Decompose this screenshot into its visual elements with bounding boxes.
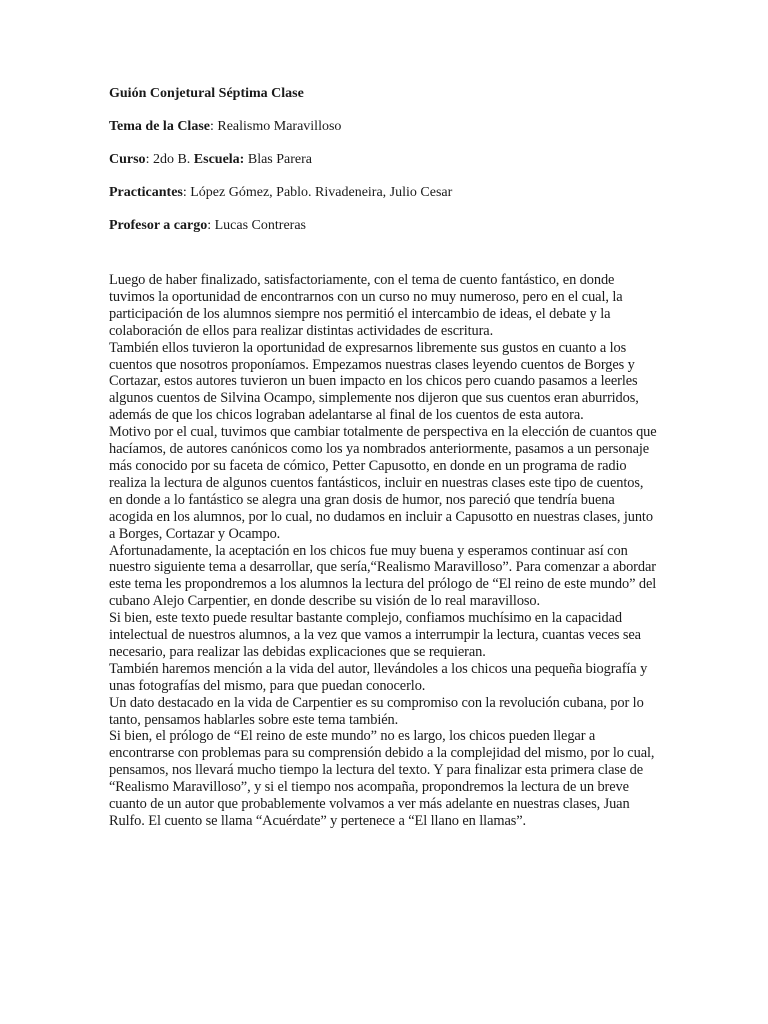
profesor-label: Profesor a cargo xyxy=(109,218,208,233)
body-paragraph: Si bien, este texto puede resultar bastante complejo, confiamos muchísimo en la capacidad intelectual de nuestros alumnos, a la vez que vamos a interrumpir la lectura, cuantas veces sea necesario, para realizar las debidas explicaciones que se requieran. xyxy=(109,610,641,660)
body-paragraph: También haremos mención a la vida del autor, llevándoles a los chicos una pequeña biografía y unas fotografías del mismo, para que puedan conocerlo. xyxy=(109,660,648,694)
profesor-line xyxy=(109,218,659,234)
tema-label: Tema de la Clase xyxy=(109,119,210,134)
body-paragraph: Motivo por el cual, tuvimos que cambiar totalmente de perspectiva en la elección de cuantos que hacíamos, de autores canónicos como los ya nombrados anteriormente, pasamos a un personaje más conocido por su faceta de cómico, Petter Capusotto, en donde en un programa de radio realiza la lectura de algunos cuentos fantásticos, incluir en nuestras clases este tipo de cuentos, en donde a lo fantástico se alegra una gran dosis de humor, nos pareció que tendría buena acogida en los alumnos, por lo cual, no dudamos en incluir a Capusotto en nuestras clases, junto a Borges, Cortazar y Ocampo. xyxy=(109,424,657,542)
tema-line xyxy=(109,119,659,135)
document-body xyxy=(109,272,659,830)
practicantes-label: Practicantes xyxy=(109,185,183,200)
practicantes-value: : López Gómez, Pablo. Rivadeneira, Julio Cesar xyxy=(182,185,453,200)
profesor-value: : Lucas Contreras xyxy=(207,218,306,233)
body-paragraph: También ellos tuvieron la oportunidad de expresarnos libremente sus gustos en cuanto a los cuentos que nosotros proponíamos. Empezamos nuestras clases leyendo cuentos de Borges y Cortazar, estos autores tuvieron un buen impacto en los chicos pero cuando pasamos a leerles algunos cuentos de Silvina Ocampo, simplemente nos dijeron que sus cuentos eran aburridos, además de que los chicos lograban adelantarse al final de los cuentos de esta autora. xyxy=(109,339,639,424)
curso-label: Curso xyxy=(109,152,146,167)
curso-line xyxy=(109,152,659,168)
body-paragraph: Luego de haber finalizado, satisfactoriamente, con el tema de cuento fantástico, en donde tuvimos la oportunidad de encontrarnos con un curso no muy numeroso, pero en el cual, la participación de los alumnos siempre nos permitió el intercambio de ideas, el debate y la colaboración de ellos para realizar distintas actividades de escritura. xyxy=(109,272,623,339)
practicantes-line xyxy=(109,185,659,201)
document-title: Guión Conjetural Séptima Clase xyxy=(109,86,304,101)
curso-value: : 2do B. xyxy=(145,152,194,167)
document-page xyxy=(109,86,659,830)
escuela-label: Escuela: xyxy=(193,152,245,167)
tema-value: : Realismo Maravilloso xyxy=(209,119,342,134)
body-paragraph: Un dato destacado en la vida de Carpentier es su compromiso con la revolución cubana, por lo tanto, pensamos hablarles sobre este tema también. xyxy=(109,694,644,728)
escuela-value: Blas Parera xyxy=(244,152,313,167)
body-paragraph: Si bien, el prólogo de “El reino de este mundo” no es largo, los chicos pueden llegar a encontrarse con problemas para su comprensión debido a la complejidad del mismo, por lo cual, pensamos, nos llevará mucho tiempo la lectura del texto. Y para finalizar esta primera clase de “Realismo Maravilloso”, y si el tiempo nos acompaña, propondremos la lectura de un breve cuanto de un autor que probablemente volvamos a ver más adelante en nuestras clases, Juan Rulfo. El cuento se llama “Acuérdate” y pertenece a “El llano en llamas”. xyxy=(109,728,655,829)
body-paragraph: Afortunadamente, la aceptación en los chicos fue muy buena y esperamos continuar así con nuestro siguiente tema a desarrollar, que sería,“Realismo Maravilloso”. Para comenzar a abordar este tema les propondremos a los alumnos la lectura del prólogo de “El reino de este mundo” del cubano Alejo Carpentier, en donde describe su visión de lo real maravilloso. xyxy=(109,542,657,610)
